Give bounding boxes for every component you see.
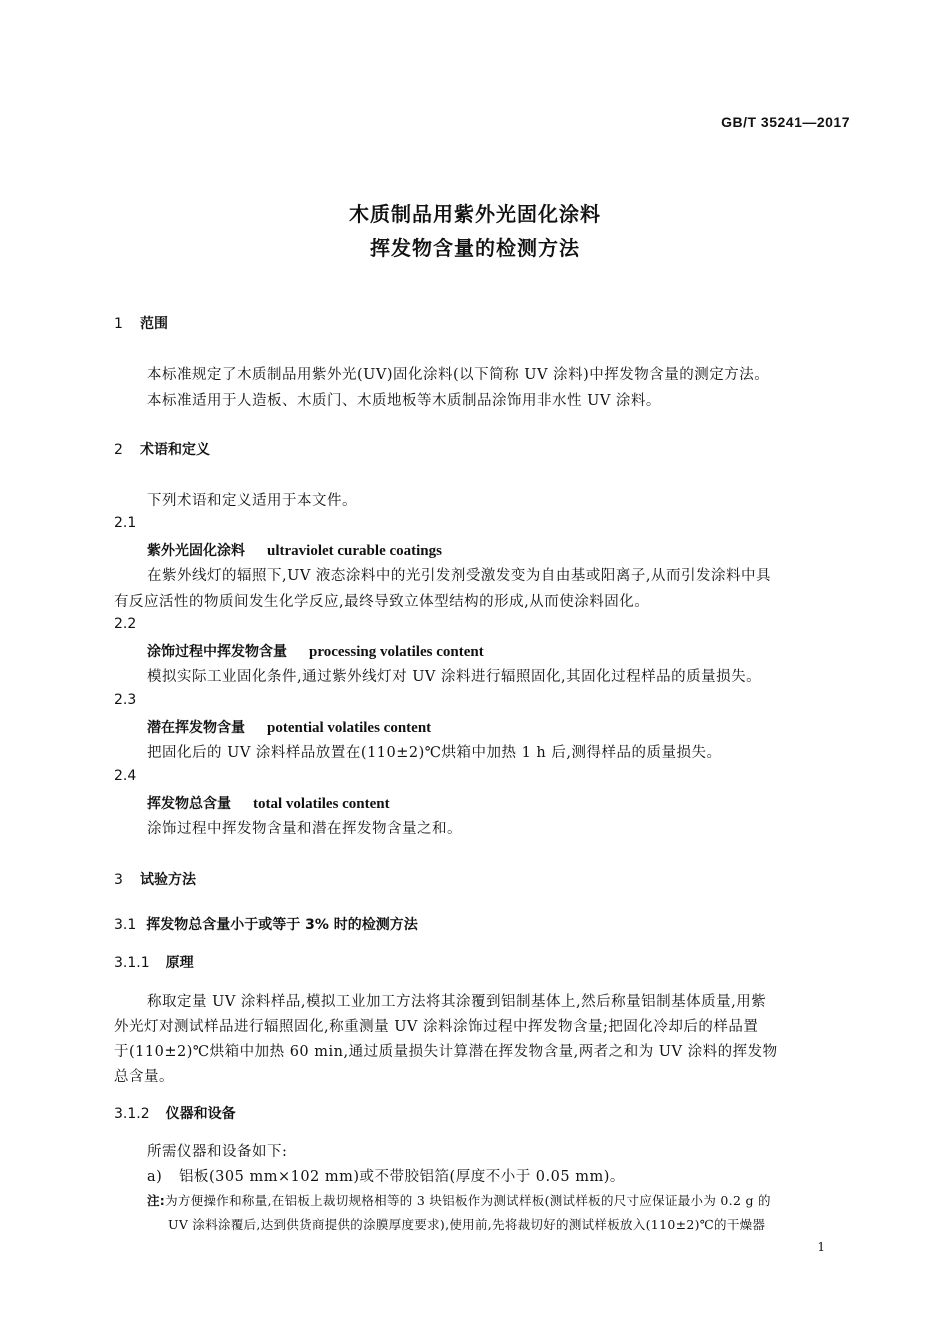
list-marker: a) — [147, 1169, 163, 1185]
page-number: 1 — [817, 1240, 825, 1254]
principle-line-3: 于(110±2)℃烘箱中加热 60 min,通过质量损失计算潜在挥发物含量,两者之和为 UV 涂料的挥发物 — [114, 1044, 778, 1060]
term-en: processing volatiles content — [309, 644, 484, 660]
section-number: 3 — [114, 872, 123, 888]
section-title: 原理 — [165, 955, 194, 971]
note-line-2: UV 涂料涂覆后,达到供货商提供的涂膜厚度要求),使用前,先将裁切好的测试样板放入(110±2)℃的干燥器 — [168, 1217, 766, 1232]
term-zh: 紫外光固化涂料 — [147, 543, 245, 559]
note-text: 为方便操作和称量,在铝板上裁切规格相等的 3 块铝板作为测试样板(测试样板的尺寸应保证最小为 0.2 g 的 — [165, 1193, 771, 1208]
term-2-1-number: 2.1 — [114, 515, 137, 531]
section-title: 术语和定义 — [140, 442, 210, 458]
term-2-1-definition-line1: 在紫外线灯的辐照下,UV 液态涂料中的光引发剂受激发变为自由基或阳离子,从而引发涂料中具 — [147, 568, 772, 584]
term-zh: 潜在挥发物含量 — [147, 720, 245, 736]
section-title: 试验方法 — [140, 872, 196, 888]
section-2-intro: 下列术语和定义适用于本文件。 — [147, 493, 357, 509]
section-number: 3.1.1 — [114, 955, 150, 971]
term-2-3-title — [147, 717, 431, 737]
term-2-1-definition-line2: 有反应活性的物质间发生化学反应,最终导致立体型结构的形成,从而使涂料固化。 — [114, 594, 650, 610]
term-2-4-title — [147, 793, 390, 813]
term-zh: 挥发物总含量 — [147, 796, 231, 812]
section-title: 挥发物总含量小于或等于 3% 时的检测方法 — [146, 917, 418, 933]
document-title-line1: 木质制品用紫外光固化涂料 — [349, 202, 601, 226]
section-number: 2 — [114, 442, 123, 458]
section-2-heading — [114, 439, 210, 459]
term-zh: 涂饰过程中挥发物含量 — [147, 644, 287, 660]
list-item-text: 铝板(305 mm×102 mm)或不带胶铝箔(厚度不小于 0.05 mm)。 — [179, 1169, 625, 1185]
section-title: 仪器和设备 — [165, 1106, 236, 1122]
section-3-1-2-heading — [114, 1103, 236, 1123]
term-2-3-number: 2.3 — [114, 692, 137, 708]
term-en: potential volatiles content — [267, 720, 432, 736]
principle-line-4: 总含量。 — [114, 1069, 174, 1085]
section-1-paragraph-1: 本标准规定了木质制品用紫外光(UV)固化涂料(以下简称 UV 涂料)中挥发物含量的测定方法。 — [147, 367, 770, 383]
section-1-heading — [114, 313, 168, 333]
note-line-1 — [147, 1191, 771, 1209]
section-3-1-1-heading — [114, 952, 194, 972]
term-2-1-title — [147, 540, 442, 560]
section-number: 3.1.2 — [114, 1106, 150, 1122]
document-title-line2: 挥发物含量的检测方法 — [370, 236, 580, 260]
term-2-4-number: 2.4 — [114, 768, 137, 784]
term-2-2-definition: 模拟实际工业固化条件,通过紫外线灯对 UV 涂料进行辐照固化,其固化过程样品的质量损失。 — [147, 669, 762, 685]
term-en: total volatiles content — [253, 796, 390, 812]
section-number: 3.1 — [114, 917, 137, 933]
term-2-2-number: 2.2 — [114, 616, 137, 632]
principle-line-2: 外光灯对测试样品进行辐照固化,称重测量 UV 涂料涂饰过程中挥发物含量;把固化冷却后的样品置 — [114, 1019, 759, 1035]
principle-line-1: 称取定量 UV 涂料样品,模拟工业加工方法将其涂覆到铝制基体上,然后称量铝制基体质量,用紫 — [147, 994, 767, 1010]
term-2-4-definition: 涂饰过程中挥发物含量和潜在挥发物含量之和。 — [147, 821, 462, 837]
section-title: 范围 — [140, 316, 168, 332]
section-3-1-heading — [114, 914, 418, 934]
equipment-intro: 所需仪器和设备如下: — [147, 1144, 288, 1160]
section-number: 1 — [114, 316, 123, 332]
section-3-heading — [114, 869, 196, 889]
section-1-paragraph-2: 本标准适用于人造板、木质门、木质地板等木质制品涂饰用非水性 UV 涂料。 — [147, 393, 661, 409]
term-2-3-definition: 把固化后的 UV 涂料样品放置在(110±2)℃烘箱中加热 1 h 后,测得样品的质量损失。 — [147, 745, 722, 761]
equipment-item-a — [147, 1165, 625, 1186]
term-en: ultraviolet curable coatings — [267, 543, 442, 559]
note-label: 注: — [147, 1193, 166, 1208]
term-2-2-title — [147, 641, 484, 661]
standard-number: GB/T 35241—2017 — [721, 114, 850, 130]
